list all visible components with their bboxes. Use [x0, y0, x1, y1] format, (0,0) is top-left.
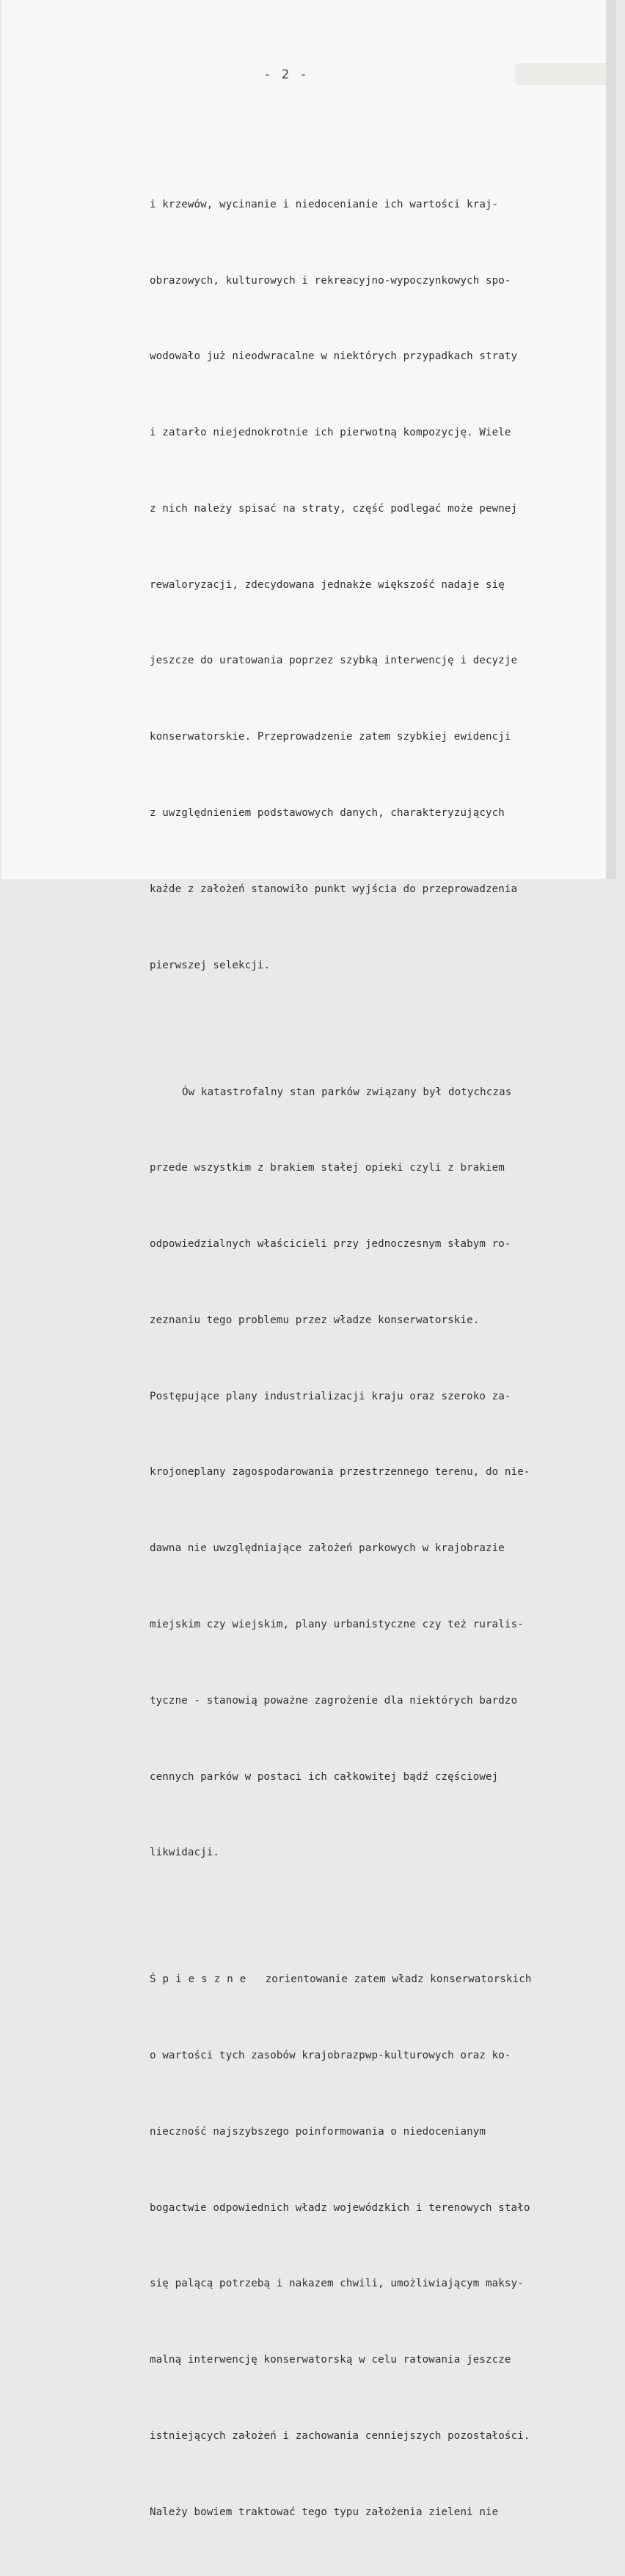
text-line: dawna nie uwzględniające założeń parkowych w krajobrazie — [150, 1542, 505, 1555]
text-line-rest: zorientowanie zatem władz konserwatorskich — [252, 1973, 532, 1986]
text-line-lead — [150, 1967, 619, 1992]
text-line: odpowiedzialnych właścicieli przy jednoczesnym słabym ro- — [150, 1238, 511, 1251]
text-line: krojoneplany zagospodarowania przestrzennego terenu, do nie- — [150, 1466, 530, 1479]
text-line: miejskim czy wiejskim, plany urbanistyczne czy też ruralis- — [150, 1619, 524, 1631]
text-line: cennych parków w postaci ich całkowitej bądź częściowej — [150, 1770, 499, 1783]
document-page — [1, 0, 616, 2518]
text-line: pierwszej selekcji. — [150, 959, 271, 971]
text-line: przede wszystkim z brakiem stałej opieki czyli z brakiem — [150, 1162, 505, 1174]
text-line: Postępujące plany industrializacji kraju oraz szeroko za- — [150, 1390, 511, 1402]
text-line: rewaloryzacji, zdecydowana jednakże większość nadaje się — [150, 578, 505, 591]
text-line: zeznaniu tego problemu przez władze konserwatorskie. — [150, 1314, 480, 1326]
text-line: likwidacji. — [150, 1847, 220, 1859]
document-body — [150, 116, 619, 2576]
scan-smudge — [515, 63, 610, 85]
text-line: wodowało już nieodwracalne w niektórych przypadkach straty — [150, 350, 518, 363]
scan-edge — [606, 0, 616, 879]
text-line: z uwzględnieniem podstawowych danych, charakteryzujących — [150, 807, 505, 820]
text-line: bogactwie odpowiednich władz wojewódzkich i terenowych stało — [150, 2201, 530, 2214]
text-line: i krzewów, wycinanie i niedocenianie ich wartości kraj- — [150, 198, 499, 210]
text-line: istniejących założeń i zachowania cenniejszych pozostałości. — [150, 2430, 530, 2443]
text-line: z nich należy spisać na straty, część podlegać może pewnej — [150, 502, 518, 515]
text-line: konserwatorskie. Przeprowadzenie zatem szybkiej ewidencji — [150, 731, 511, 743]
text-line: obrazowych, kulturowych i rekreacyjno-wypoczynkowych spo- — [150, 274, 511, 287]
text-line: Należy bowiem traktować tego typu założenia zieleni nie — [150, 2506, 499, 2518]
text-line: o wartości tych zasobów krajobrazpwp-kulturowych oraz ko- — [150, 2050, 511, 2062]
text-line: każde z założeń stanowiło punkt wyjścia do przeprowadzenia — [150, 883, 518, 895]
text-line: jeszcze do uratowania poprzez szybką interwencję i decyzje — [150, 655, 518, 667]
page-number: - 2 - — [263, 67, 309, 82]
text-line: malną interwencję konserwatorską w celu ratowania jeszcze — [150, 2354, 511, 2366]
text-line: tyczne - stanowią poważne zagrożenie dla niektórych bardzo — [150, 1694, 518, 1707]
spaced-word: Śpieszne — [150, 1973, 253, 1986]
text-line: się palącą potrzebą i nakazem chwili, umożliwiającym maksy- — [150, 2278, 524, 2290]
text-line: Ów katastrofalny stan parków związany był dotychczas — [182, 1086, 512, 1098]
text-line: nieczność najszybszego poinformowania o niedocenianym — [150, 2125, 486, 2138]
text-line: i zatarło niejednokrotnie ich pierwotną kompozycję. Wiele — [150, 427, 511, 439]
